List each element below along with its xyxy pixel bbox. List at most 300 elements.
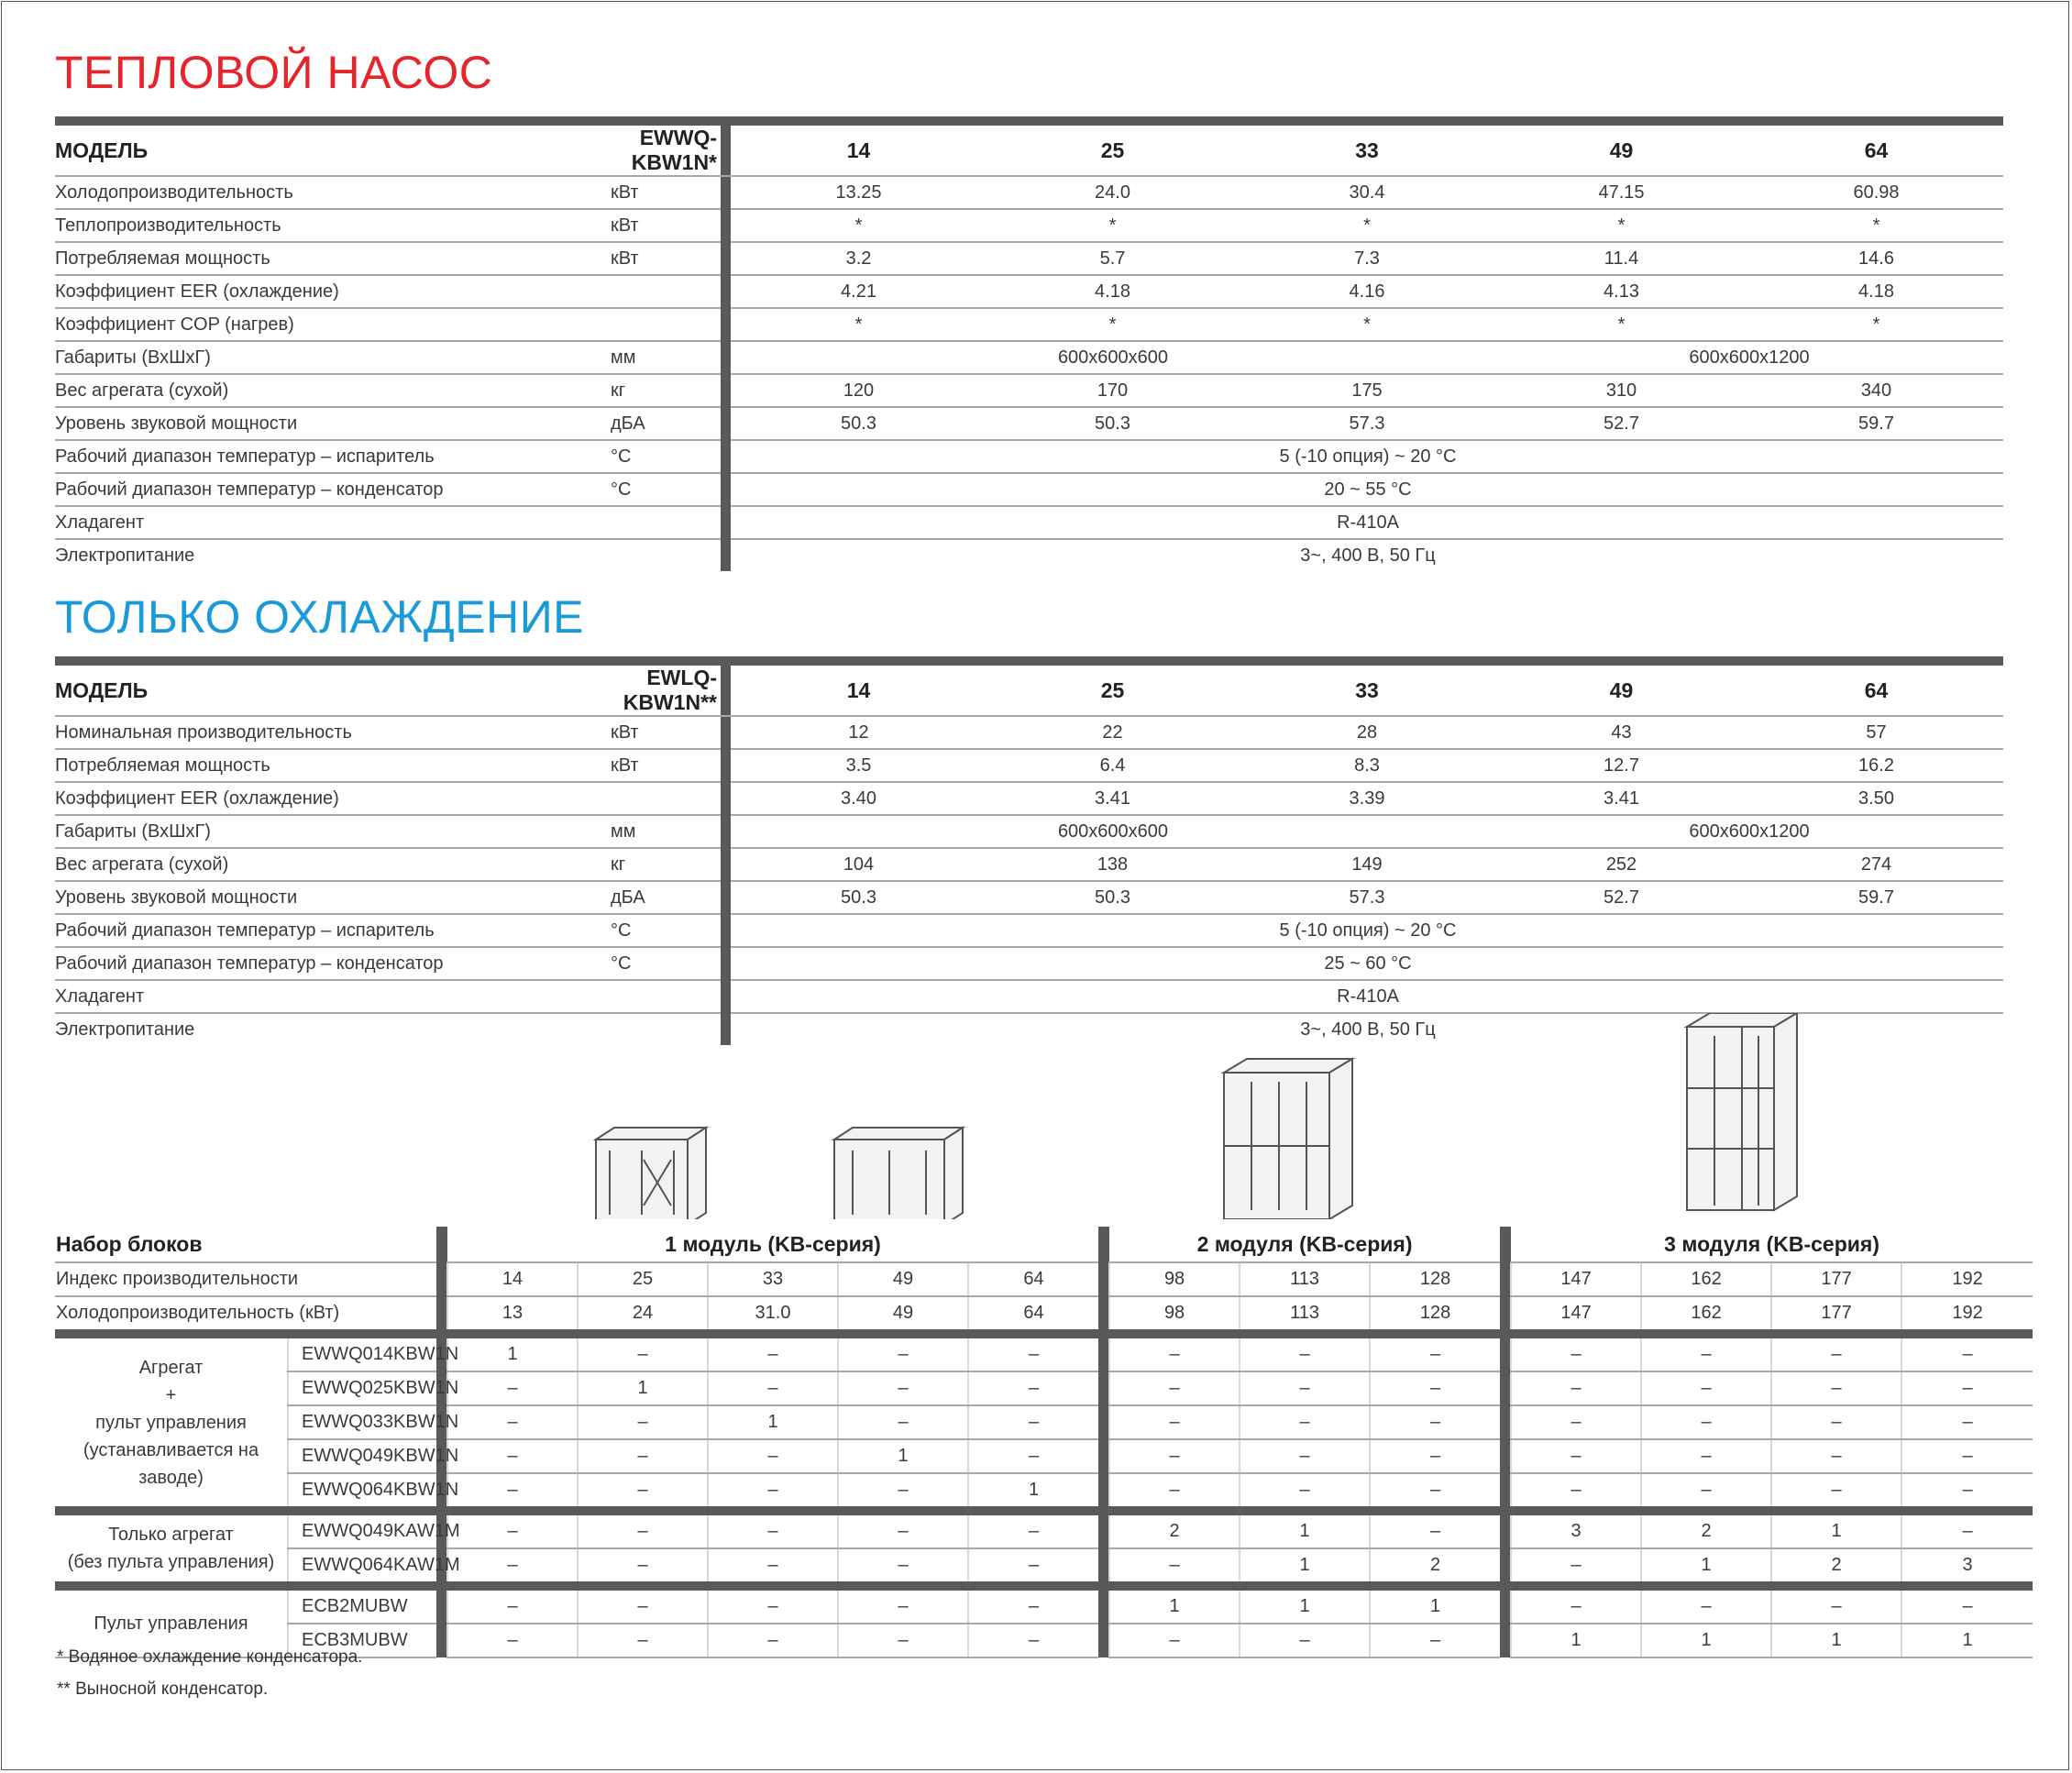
- kit-qty: –: [838, 1548, 968, 1586]
- spec-value: *: [1494, 209, 1748, 242]
- spec-label: Потребляемая мощность: [55, 242, 605, 275]
- column-separator: [721, 176, 732, 209]
- spec-row: [55, 209, 2003, 242]
- capacity-row: [55, 1296, 2033, 1334]
- kit-qty: 1: [838, 1439, 968, 1473]
- spec-value: 8.3: [1240, 749, 1494, 782]
- kit-qty: –: [1109, 1405, 1240, 1439]
- spec-value: *: [986, 209, 1240, 242]
- kit-row: [55, 1511, 2033, 1548]
- kit-qty: –: [968, 1405, 1098, 1439]
- spec-row: [55, 980, 2003, 1013]
- kit-title: Набор блоков: [55, 1227, 436, 1262]
- kit-qty: 1: [1240, 1548, 1370, 1586]
- kit-qty: –: [708, 1624, 838, 1657]
- spec-value: 274: [1748, 848, 2003, 881]
- kit-qty: –: [708, 1586, 838, 1624]
- column-separator: [721, 407, 732, 440]
- kit-qty: –: [1370, 1624, 1500, 1657]
- kit-qty: –: [1901, 1371, 2033, 1405]
- spec-unit: °C: [605, 473, 721, 506]
- spec-row: [55, 308, 2003, 341]
- column-separator: [1500, 1227, 1511, 1262]
- column-separator: [721, 980, 732, 1013]
- model-size: 25: [986, 121, 1240, 176]
- capacity-value: 192: [1901, 1296, 2033, 1334]
- kit-qty: 1: [708, 1405, 838, 1439]
- spec-value: 149: [1240, 848, 1494, 881]
- kit-qty: –: [708, 1473, 838, 1511]
- spec-value: 310: [1494, 374, 1748, 407]
- kit-qty: –: [708, 1511, 838, 1548]
- kit-qty: 1: [1641, 1548, 1771, 1586]
- kit-qty: –: [838, 1405, 968, 1439]
- column-separator: [721, 374, 732, 407]
- kit-qty: –: [968, 1439, 1098, 1473]
- kit-row: [55, 1548, 2033, 1586]
- kit-qty: –: [838, 1334, 968, 1371]
- spec-value: 3.5: [732, 749, 986, 782]
- column-separator: [1500, 1624, 1511, 1657]
- spec-unit: °C: [605, 914, 721, 947]
- three-module-unit-icon: [1687, 1013, 1797, 1210]
- column-separator: [1098, 1334, 1109, 1371]
- model-code: EWWQ-KBW1N*: [605, 121, 721, 176]
- unit-code: EWWQ064KBW1N: [288, 1473, 436, 1511]
- column-separator: [1098, 1371, 1109, 1405]
- spec-value: 175: [1240, 374, 1494, 407]
- model-size: 14: [732, 661, 986, 716]
- spec-row: [55, 881, 2003, 914]
- spec-value: 52.7: [1494, 407, 1748, 440]
- kit-qty: –: [1641, 1439, 1771, 1473]
- spec-row: [55, 275, 2003, 308]
- spec-unit: [605, 782, 721, 815]
- kit-qty: –: [578, 1624, 708, 1657]
- unit-combination-table: [55, 1227, 2033, 1658]
- kit-qty: –: [1109, 1548, 1240, 1586]
- group-header: 2 модуля (KB-серия): [1109, 1227, 1500, 1262]
- column-separator: [721, 661, 732, 716]
- spec-value: *: [732, 308, 986, 341]
- spec-value: *: [986, 308, 1240, 341]
- kit-qty: –: [968, 1586, 1098, 1624]
- spec-value: 13.25: [732, 176, 986, 209]
- header-row: [55, 661, 2003, 716]
- unit-illustrations: [587, 1013, 1815, 1219]
- unit-code: EWWQ049KAW1M: [288, 1511, 436, 1548]
- spec-unit: [605, 539, 721, 571]
- column-separator: [1098, 1227, 1109, 1262]
- column-separator: [1098, 1296, 1109, 1334]
- spec-value: 50.3: [986, 881, 1240, 914]
- kit-qty: –: [1511, 1548, 1641, 1586]
- spec-unit: дБА: [605, 407, 721, 440]
- column-separator: [1098, 1548, 1109, 1586]
- kit-qty: 2: [1641, 1511, 1771, 1548]
- capacity-value: 64: [968, 1296, 1098, 1334]
- spec-row: [55, 407, 2003, 440]
- capacity-label: Холодопроизводительность (кВт): [55, 1296, 436, 1334]
- spec-value: 5.7: [986, 242, 1240, 275]
- spec-value: 57: [1748, 716, 2003, 749]
- index-row: [55, 1262, 2033, 1296]
- spec-label: Хладагент: [55, 506, 605, 539]
- column-separator: [721, 881, 732, 914]
- spec-label: Габариты (ВхШхГ): [55, 815, 605, 848]
- spec-unit: кВт: [605, 716, 721, 749]
- column-separator: [436, 1227, 447, 1262]
- spec-unit: [605, 308, 721, 341]
- kit-qty: –: [578, 1548, 708, 1586]
- model-size: 64: [1748, 661, 2003, 716]
- spec-unit: мм: [605, 815, 721, 848]
- kit-qty: –: [968, 1511, 1098, 1548]
- model-size: 64: [1748, 121, 2003, 176]
- spec-value: 22: [986, 716, 1240, 749]
- kit-qty: –: [1771, 1371, 1901, 1405]
- column-separator: [1500, 1473, 1511, 1511]
- spec-label: Рабочий диапазон температур – конденсатор: [55, 947, 605, 980]
- index-value: 14: [447, 1262, 578, 1296]
- column-separator: [1098, 1473, 1109, 1511]
- spec-value: *: [732, 209, 986, 242]
- spec-value: 50.3: [732, 407, 986, 440]
- spec-row: [55, 914, 2003, 947]
- column-separator: [1098, 1511, 1109, 1548]
- spec-unit: дБА: [605, 881, 721, 914]
- kit-qty: –: [1370, 1511, 1500, 1548]
- spec-row: [55, 440, 2003, 473]
- kit-qty: –: [578, 1473, 708, 1511]
- spec-row: [55, 506, 2003, 539]
- column-separator: [1500, 1439, 1511, 1473]
- spec-value: 5 (-10 опция) ~ 20 °C: [732, 440, 2003, 473]
- kit-qty: –: [1240, 1371, 1370, 1405]
- spec-row: [55, 374, 2003, 407]
- spec-label: Коэффициент COP (нагрев): [55, 308, 605, 341]
- spec-unit: °C: [605, 440, 721, 473]
- spec-value: 600x600x1200: [1494, 341, 2003, 374]
- column-separator: [436, 1262, 447, 1296]
- spec-value: 7.3: [1240, 242, 1494, 275]
- spec-value: 4.16: [1240, 275, 1494, 308]
- capacity-value: 177: [1771, 1296, 1901, 1334]
- spec-label: Электропитание: [55, 545, 195, 566]
- kit-qty: –: [968, 1624, 1098, 1657]
- spec-value: 3.50: [1748, 782, 2003, 815]
- kit-qty: –: [1370, 1439, 1500, 1473]
- kit-qty: –: [1771, 1439, 1901, 1473]
- spec-value: 12.7: [1494, 749, 1748, 782]
- column-separator: [721, 914, 732, 947]
- spec-value: 4.21: [732, 275, 986, 308]
- spec-value: 6.4: [986, 749, 1240, 782]
- index-value: 128: [1370, 1262, 1500, 1296]
- kit-row: [55, 1473, 2033, 1511]
- spec-unit: мм: [605, 341, 721, 374]
- kit-qty: –: [447, 1548, 578, 1586]
- kit-qty: 2: [1109, 1511, 1240, 1548]
- spec-value: *: [1494, 308, 1748, 341]
- kit-qty: –: [1240, 1334, 1370, 1371]
- kit-qty: –: [1240, 1439, 1370, 1473]
- spec-value: 20 ~ 55 °C: [732, 473, 2003, 506]
- kit-row: [55, 1405, 2033, 1439]
- spec-value: 600x600x600: [732, 815, 1494, 848]
- kit-qty: –: [1511, 1405, 1641, 1439]
- kit-qty: 1: [578, 1371, 708, 1405]
- spec-row: [55, 782, 2003, 815]
- spec-value: 3.39: [1240, 782, 1494, 815]
- kit-qty: –: [1511, 1586, 1641, 1624]
- spec-value: 16.2: [1748, 749, 2003, 782]
- kit-qty: –: [578, 1586, 708, 1624]
- spec-value: 138: [986, 848, 1240, 881]
- capacity-value: 49: [838, 1296, 968, 1334]
- column-separator: [1098, 1586, 1109, 1624]
- group-header: 1 модуль (KB-серия): [447, 1227, 1098, 1262]
- spec-row: [55, 848, 2003, 881]
- model-size: 14: [732, 121, 986, 176]
- unit-code: EWWQ064KAW1M: [288, 1548, 436, 1586]
- kit-qty: 3: [1511, 1511, 1641, 1548]
- column-separator: [721, 782, 732, 815]
- spec-value: 3.2: [732, 242, 986, 275]
- section-label: Пульт управления: [55, 1586, 288, 1657]
- kit-qty: –: [1109, 1473, 1240, 1511]
- spec-value: 3.41: [986, 782, 1240, 815]
- kit-qty: –: [1901, 1511, 2033, 1548]
- column-separator: [721, 308, 732, 341]
- column-separator: [721, 539, 732, 571]
- spec-value: 600x600x1200: [1494, 815, 2003, 848]
- spec-label: Рабочий диапазон температур – конденсатор: [55, 473, 605, 506]
- column-separator: [721, 121, 732, 176]
- kit-qty: –: [1901, 1405, 2033, 1439]
- spec-unit: кВт: [605, 749, 721, 782]
- column-separator: [1098, 1262, 1109, 1296]
- unit-code: EWWQ033KBW1N: [288, 1405, 436, 1439]
- spec-value: 3.40: [732, 782, 986, 815]
- column-separator: [721, 848, 732, 881]
- column-separator: [721, 749, 732, 782]
- kit-qty: –: [578, 1511, 708, 1548]
- spec-label: Номинальная производительность: [55, 716, 605, 749]
- spec-row: [55, 947, 2003, 980]
- spec-label: Теплопроизводительность: [55, 209, 605, 242]
- cooling-only-spec-table: [55, 656, 2003, 1045]
- kit-qty: –: [1240, 1405, 1370, 1439]
- header-row: [55, 121, 2003, 176]
- spec-value: 60.98: [1748, 176, 2003, 209]
- column-separator: [1500, 1334, 1511, 1371]
- model-size: 33: [1240, 121, 1494, 176]
- kit-qty: –: [838, 1473, 968, 1511]
- index-value: 25: [578, 1262, 708, 1296]
- kit-qty: 1: [1901, 1624, 2033, 1657]
- kit-qty: 1: [1370, 1586, 1500, 1624]
- kit-qty: 2: [1771, 1548, 1901, 1586]
- kit-row: [55, 1439, 2033, 1473]
- kit-qty: 1: [1771, 1624, 1901, 1657]
- spec-unit: кг: [605, 848, 721, 881]
- unit-code: ECB3MUBW: [288, 1624, 436, 1657]
- column-separator: [1098, 1624, 1109, 1657]
- kit-qty: –: [1511, 1439, 1641, 1473]
- spec-value: 170: [986, 374, 1240, 407]
- index-value: 177: [1771, 1262, 1901, 1296]
- column-separator: [721, 506, 732, 539]
- column-separator: [1500, 1262, 1511, 1296]
- column-separator: [436, 1586, 447, 1624]
- column-separator: [1500, 1296, 1511, 1334]
- unit-code: EWWQ025KBW1N: [288, 1371, 436, 1405]
- column-separator: [1500, 1586, 1511, 1624]
- kit-header-row: [55, 1227, 2033, 1262]
- kit-row: [55, 1586, 2033, 1624]
- unit-code: EWWQ049KBW1N: [288, 1439, 436, 1473]
- spec-value: 11.4: [1494, 242, 1748, 275]
- spec-value: R-410A: [732, 980, 2003, 1013]
- spec-row: [55, 176, 2003, 209]
- kit-qty: –: [578, 1439, 708, 1473]
- kit-qty: 1: [1240, 1511, 1370, 1548]
- index-value: 64: [968, 1262, 1098, 1296]
- spec-value: 59.7: [1748, 407, 2003, 440]
- spec-value: 4.18: [1748, 275, 2003, 308]
- capacity-value: 113: [1240, 1296, 1370, 1334]
- kit-qty: –: [1370, 1405, 1500, 1439]
- heat-pump-title: ТЕПЛОВОЙ НАСОС: [55, 47, 493, 98]
- kit-qty: –: [1240, 1624, 1370, 1657]
- spec-row: [55, 815, 2003, 848]
- spec-label: Коэффициент EER (охлаждение): [55, 782, 605, 815]
- spec-label: Уровень звуковой мощности: [55, 881, 605, 914]
- column-separator: [1098, 1439, 1109, 1473]
- spec-unit: кВт: [605, 209, 721, 242]
- unit-code: ECB2MUBW: [288, 1586, 436, 1624]
- single-unit-small-icon: [596, 1128, 706, 1219]
- column-separator: [721, 473, 732, 506]
- kit-qty: –: [1641, 1586, 1771, 1624]
- kit-qty: –: [1641, 1371, 1771, 1405]
- spec-value: 24.0: [986, 176, 1240, 209]
- kit-qty: –: [1641, 1473, 1771, 1511]
- kit-qty: 1: [968, 1473, 1098, 1511]
- kit-qty: –: [447, 1473, 578, 1511]
- kit-qty: 1: [1511, 1624, 1641, 1657]
- model-size: 49: [1494, 661, 1748, 716]
- capacity-value: 162: [1641, 1296, 1771, 1334]
- column-separator: [436, 1624, 447, 1657]
- spec-label: Вес агрегата (сухой): [55, 374, 605, 407]
- kit-qty: 3: [1901, 1548, 2033, 1586]
- spec-value: 52.7: [1494, 881, 1748, 914]
- index-value: 98: [1109, 1262, 1240, 1296]
- spec-unit: кВт: [605, 176, 721, 209]
- model-code: EWLQ-KBW1N**: [605, 661, 721, 716]
- spec-value: 57.3: [1240, 881, 1494, 914]
- spec-label: Электропитание: [55, 1019, 195, 1040]
- spec-value: 3.41: [1494, 782, 1748, 815]
- spec-value: *: [1748, 308, 2003, 341]
- spec-value: 4.18: [986, 275, 1240, 308]
- spec-row: [55, 539, 2003, 571]
- index-value: 147: [1511, 1262, 1641, 1296]
- spec-value: 252: [1494, 848, 1748, 881]
- kit-row: [55, 1334, 2033, 1371]
- kit-qty: –: [447, 1624, 578, 1657]
- column-separator: [1500, 1548, 1511, 1586]
- two-module-unit-icon: [1224, 1059, 1352, 1219]
- spec-value: 30.4: [1240, 176, 1494, 209]
- footnote-2: ** Выносной конденсатор.: [57, 1679, 269, 1699]
- spec-value: 12: [732, 716, 986, 749]
- kit-qty: 1: [1109, 1586, 1240, 1624]
- kit-qty: –: [1370, 1473, 1500, 1511]
- spec-unit: [605, 275, 721, 308]
- capacity-value: 31.0: [708, 1296, 838, 1334]
- spec-unit: кВт: [605, 242, 721, 275]
- spec-label: Вес агрегата (сухой): [55, 848, 605, 881]
- kit-qty: –: [1901, 1334, 2033, 1371]
- kit-qty: –: [1511, 1371, 1641, 1405]
- spec-value: 3~, 400 В, 50 Гц: [732, 539, 2003, 571]
- spec-value: 4.13: [1494, 275, 1748, 308]
- column-separator: [1500, 1371, 1511, 1405]
- spec-value: 47.15: [1494, 176, 1748, 209]
- capacity-value: 128: [1370, 1296, 1500, 1334]
- kit-qty: –: [1771, 1334, 1901, 1371]
- column-separator: [721, 275, 732, 308]
- kit-qty: –: [838, 1511, 968, 1548]
- kit-qty: –: [1240, 1473, 1370, 1511]
- footnote-1: * Водяное охлаждение конденсатора.: [57, 1647, 363, 1667]
- column-separator: [721, 716, 732, 749]
- kit-qty: –: [1511, 1473, 1641, 1511]
- spec-value: 28: [1240, 716, 1494, 749]
- spec-value: 59.7: [1748, 881, 2003, 914]
- kit-qty: –: [968, 1334, 1098, 1371]
- kit-qty: –: [968, 1548, 1098, 1586]
- index-value: 33: [708, 1262, 838, 1296]
- spec-value: R-410A: [732, 506, 2003, 539]
- index-value: 113: [1240, 1262, 1370, 1296]
- spec-label: Хладагент: [55, 980, 605, 1013]
- kit-qty: –: [838, 1624, 968, 1657]
- kit-qty: –: [1641, 1405, 1771, 1439]
- capacity-value: 98: [1109, 1296, 1240, 1334]
- spec-value: 104: [732, 848, 986, 881]
- model-label: МОДЕЛЬ: [55, 121, 605, 176]
- kit-qty: –: [1771, 1586, 1901, 1624]
- kit-qty: –: [1109, 1334, 1240, 1371]
- kit-qty: –: [1511, 1334, 1641, 1371]
- index-value: 192: [1901, 1262, 2033, 1296]
- kit-qty: –: [968, 1371, 1098, 1405]
- capacity-value: 147: [1511, 1296, 1641, 1334]
- column-separator: [1500, 1511, 1511, 1548]
- kit-qty: –: [1771, 1405, 1901, 1439]
- model-size: 33: [1240, 661, 1494, 716]
- column-separator: [721, 242, 732, 275]
- spec-label: Коэффициент EER (охлаждение): [55, 275, 605, 308]
- spec-label: Габариты (ВхШхГ): [55, 341, 605, 374]
- kit-qty: –: [1901, 1439, 2033, 1473]
- unit-code: EWWQ014KBW1N: [288, 1334, 436, 1371]
- kit-qty: 2: [1370, 1548, 1500, 1586]
